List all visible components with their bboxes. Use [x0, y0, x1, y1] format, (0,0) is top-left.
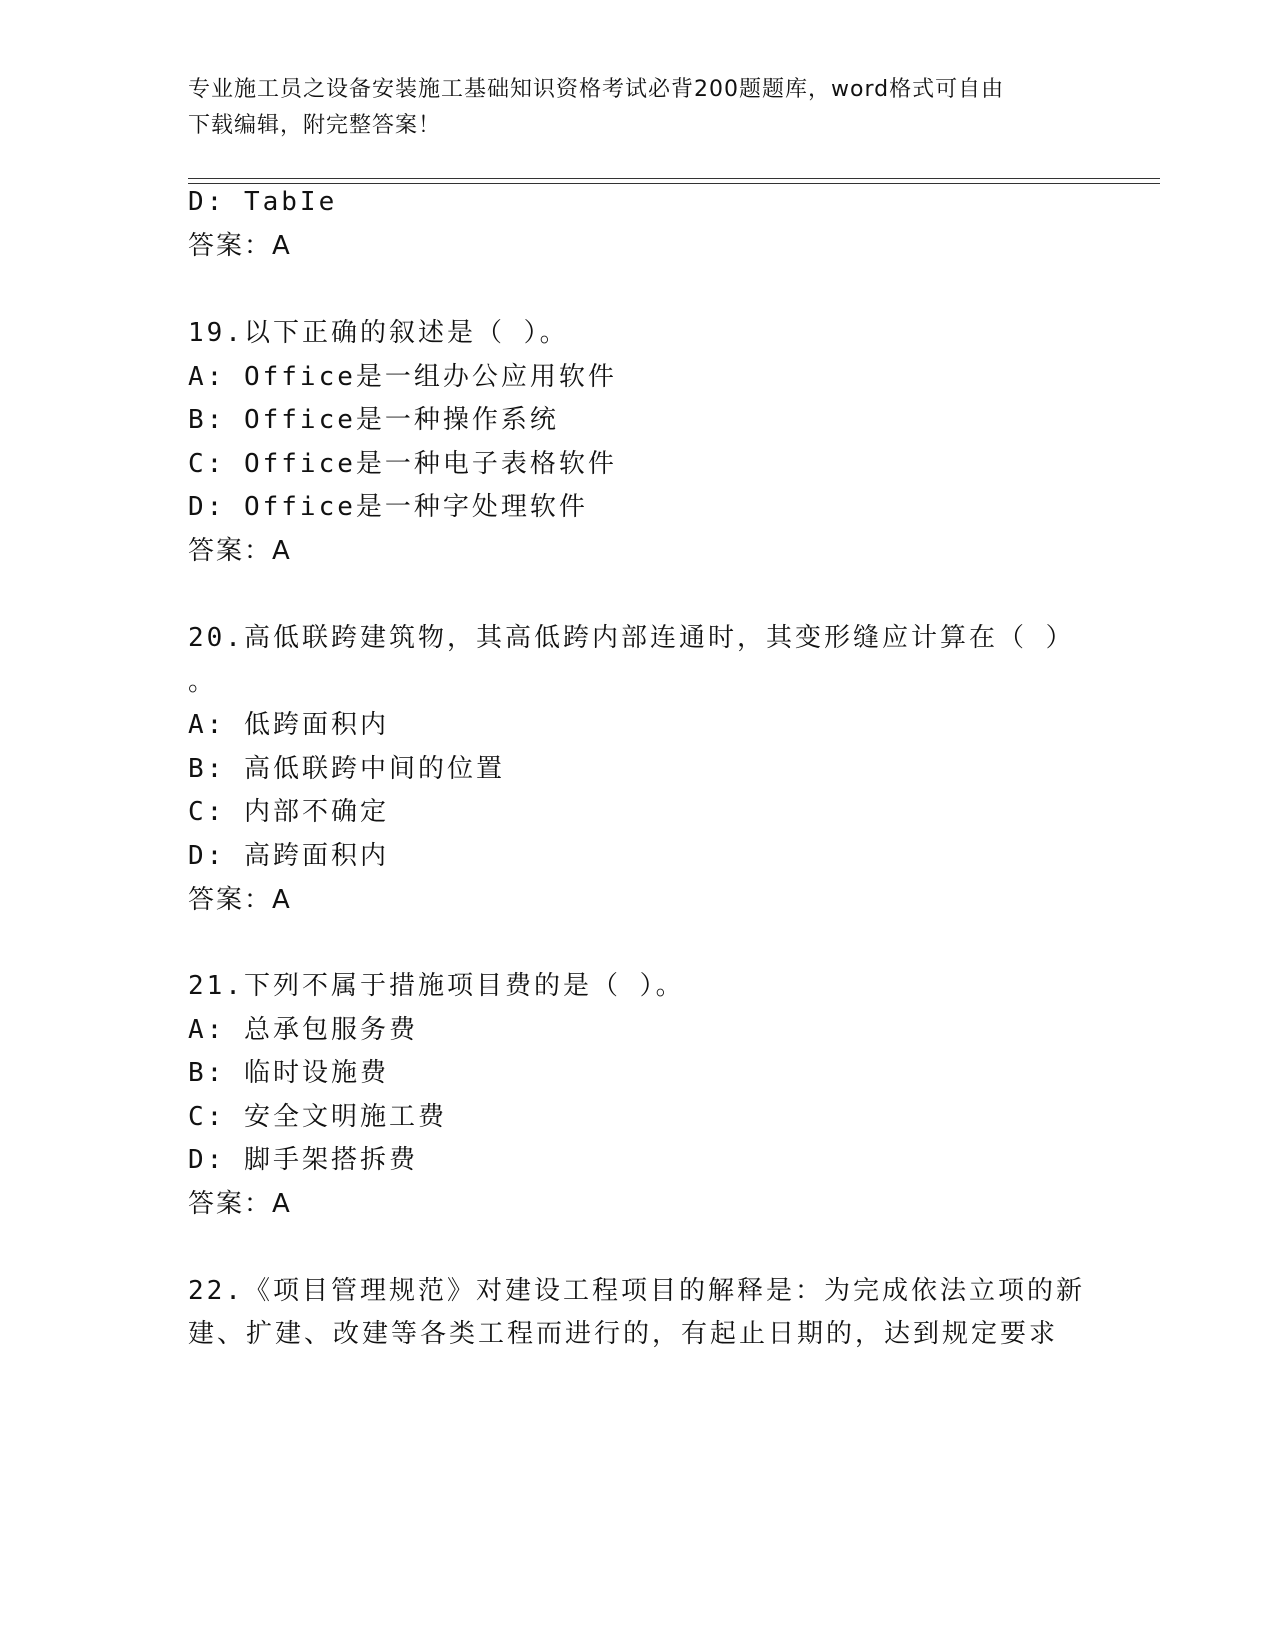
- q21-answer: 答案：A: [188, 1189, 292, 1219]
- q20-option-b: B: 高低联跨中间的位置: [188, 754, 505, 784]
- q21-option-d: D: 脚手架搭拆费: [188, 1145, 418, 1175]
- q22-stem: 22.《项目管理规范》对建设工程项目的解释是：为完成依法立项的新: [188, 1276, 1085, 1306]
- document-header: [188, 72, 1088, 144]
- q19-option-c: C: Office是一种电子表格软件: [188, 449, 617, 479]
- q20-answer: 答案：A: [188, 885, 292, 915]
- q19-option-d: D: Office是一种字处理软件: [188, 492, 588, 522]
- q19-option-a: A: Office是一组办公应用软件: [188, 362, 617, 392]
- prev-answer: 答案：A: [188, 231, 292, 261]
- header-title-line1: 专业施工员之设备安装施工基础知识资格考试必背200题题库，word格式可自由: [188, 77, 1005, 102]
- q20-option-c: C: 内部不确定: [188, 797, 389, 827]
- q21-option-a: A: 总承包服务费: [188, 1015, 418, 1045]
- prev-option-d: D: TabIe: [188, 187, 338, 217]
- q20-stem: 20.高低联跨建筑物，其高低跨内部连通时，其变形缝应计算在（ ）: [188, 623, 1075, 653]
- q21-stem: 21.下列不属于措施项目费的是（ ）。: [188, 971, 685, 1001]
- q21-option-b: B: 临时设施费: [188, 1058, 389, 1088]
- header-divider: [188, 178, 1160, 179]
- header-title-line2: 下载编辑，附完整答案！: [188, 113, 442, 138]
- q19-answer: 答案：A: [188, 536, 292, 566]
- q22-stem-continued: 建、扩建、改建等各类工程而进行的，有起止日期的，达到规定要求: [188, 1319, 1059, 1349]
- q20-option-d: D: 高跨面积内: [188, 841, 389, 871]
- q20-option-a: A: 低跨面积内: [188, 710, 389, 740]
- q21-option-c: C: 安全文明施工费: [188, 1102, 447, 1132]
- header-divider-secondary: [188, 183, 1160, 184]
- q19-stem: 19.以下正确的叙述是（ ）。: [188, 318, 569, 348]
- q20-stem-continued: 。: [188, 667, 218, 697]
- q19-option-b: B: Office是一种操作系统: [188, 405, 559, 435]
